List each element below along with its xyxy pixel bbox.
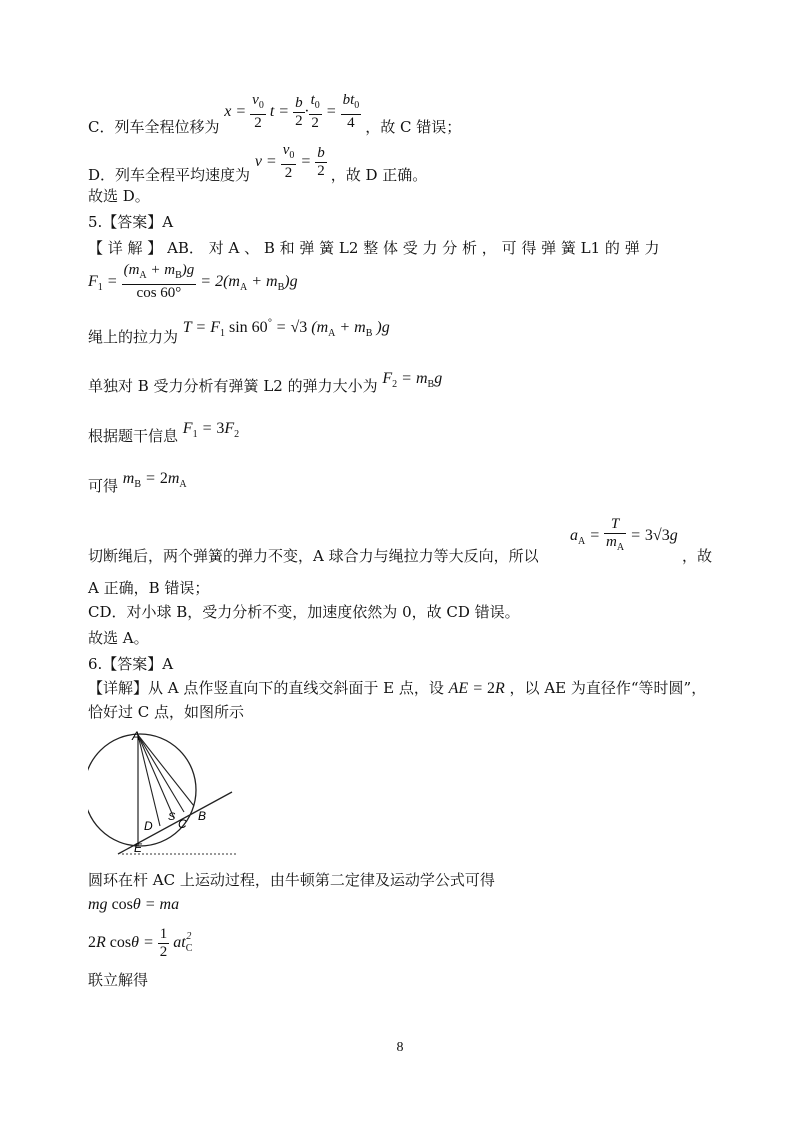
cd-line: CD．对小球 B，受力分析不变，加速度依然为 0，故 CD 错误。 <box>88 603 520 621</box>
label-d: D <box>144 819 153 833</box>
get-text: 可得 <box>88 477 119 495</box>
ring-line: 圆环在杆 AC 上运动过程，由牛顿第二定律及运动学公式可得 <box>88 871 495 889</box>
option-d-conclusion: ，故 D 正确。 <box>330 165 428 184</box>
q6-detail <box>88 678 706 699</box>
mass-ratio-formula: $m_B = 2m_A$ <box>122 470 187 491</box>
newton-equation: mg cosθ = ma <box>88 896 180 913</box>
q5-answer: 5.【答案】A <box>88 213 174 231</box>
option-c-conclusion: ，故 C 错误； <box>365 117 462 136</box>
tension-text: 绳上的拉力为 <box>88 328 179 347</box>
q5-detail: 【 详 解 】 AB． 对 A 、 B 和 弹 簧 L2 整 体 受 力 分 析 ， 可 得 弹 簧 L1 的 弹 力 <box>88 239 660 257</box>
displacement-formula: x = $\frac{v_0}{2}$ t = $\frac{b}{2}$ · $\frac{t_0}{2}$ = $\frac{bt_0}{4}$ <box>224 92 360 131</box>
option-c-line <box>88 92 462 136</box>
label-c: C <box>178 817 187 831</box>
f2-formula: $F_2 = m_Bg$ <box>382 370 443 391</box>
line-ac <box>138 735 184 812</box>
cut-line: 切断绳后，两个弹簧的弹力不变，A 球合力与绳拉力等大反向，所以 <box>88 547 539 565</box>
tension-formula: $T = F_1$ sin 60° = √3 ($m_A + m_B$ )g <box>182 318 390 340</box>
kinematics-equation: 2R cosθ = $\frac{1}{2}$ $at_C^2$ <box>88 926 193 960</box>
get-line <box>88 470 187 497</box>
q6-answer: 6.【答案】A <box>88 655 174 673</box>
spring-b-line <box>88 370 442 397</box>
solve-line: 联立解得 <box>88 971 149 989</box>
q6-detail-a: 【详解】从 A 点作竖直向下的直线交斜面于 E 点，设 <box>88 679 444 697</box>
page-number: 8 <box>396 1040 404 1055</box>
label-b: B <box>198 809 207 823</box>
line-as <box>138 735 174 818</box>
isochronous-circle-figure <box>88 730 248 860</box>
ae-formula: AE = 2R <box>448 680 505 697</box>
q6-detail-2: 恰好过 C 点，如图所示 <box>88 703 245 721</box>
option-d-text: D．列车全程平均速度为 <box>88 165 251 184</box>
force-ratio-formula: $F_1 = 3F_2$ <box>182 420 240 441</box>
option-d-line <box>88 142 428 184</box>
spring-b-text: 单独对 B 受力分析有弹簧 L2 的弹力大小为 <box>88 377 378 395</box>
cut-suffix: ，故 <box>682 547 713 565</box>
info-text: 根据题干信息 <box>88 427 179 445</box>
option-c-text: C．列车全程位移为 <box>88 117 220 136</box>
q6-detail-b: ，以 AE 为直径作“等时圆”， <box>509 679 707 697</box>
f1-formula: $F_1$ = $\frac{(m_A + m_B)g}{\cos 60^\circ}$ = $2(m_A + m_B)g$ <box>88 262 298 301</box>
average-velocity-formula: v = $\frac{v_0}{2}$ = $\frac{b}{2}$ <box>254 142 325 181</box>
a-correct: A 正确，B 错误； <box>88 579 210 597</box>
tension-line <box>88 318 390 349</box>
info-line <box>88 420 239 447</box>
label-s: S <box>168 811 176 823</box>
label-a: A <box>132 730 141 743</box>
acceleration-formula: $a_A$ = $\frac{T}{m_A}$ = 3√3g <box>570 516 678 553</box>
choose-d: 故选 D。 <box>88 187 150 205</box>
choose-a: 故选 A。 <box>88 629 149 647</box>
label-e: E <box>134 841 143 855</box>
